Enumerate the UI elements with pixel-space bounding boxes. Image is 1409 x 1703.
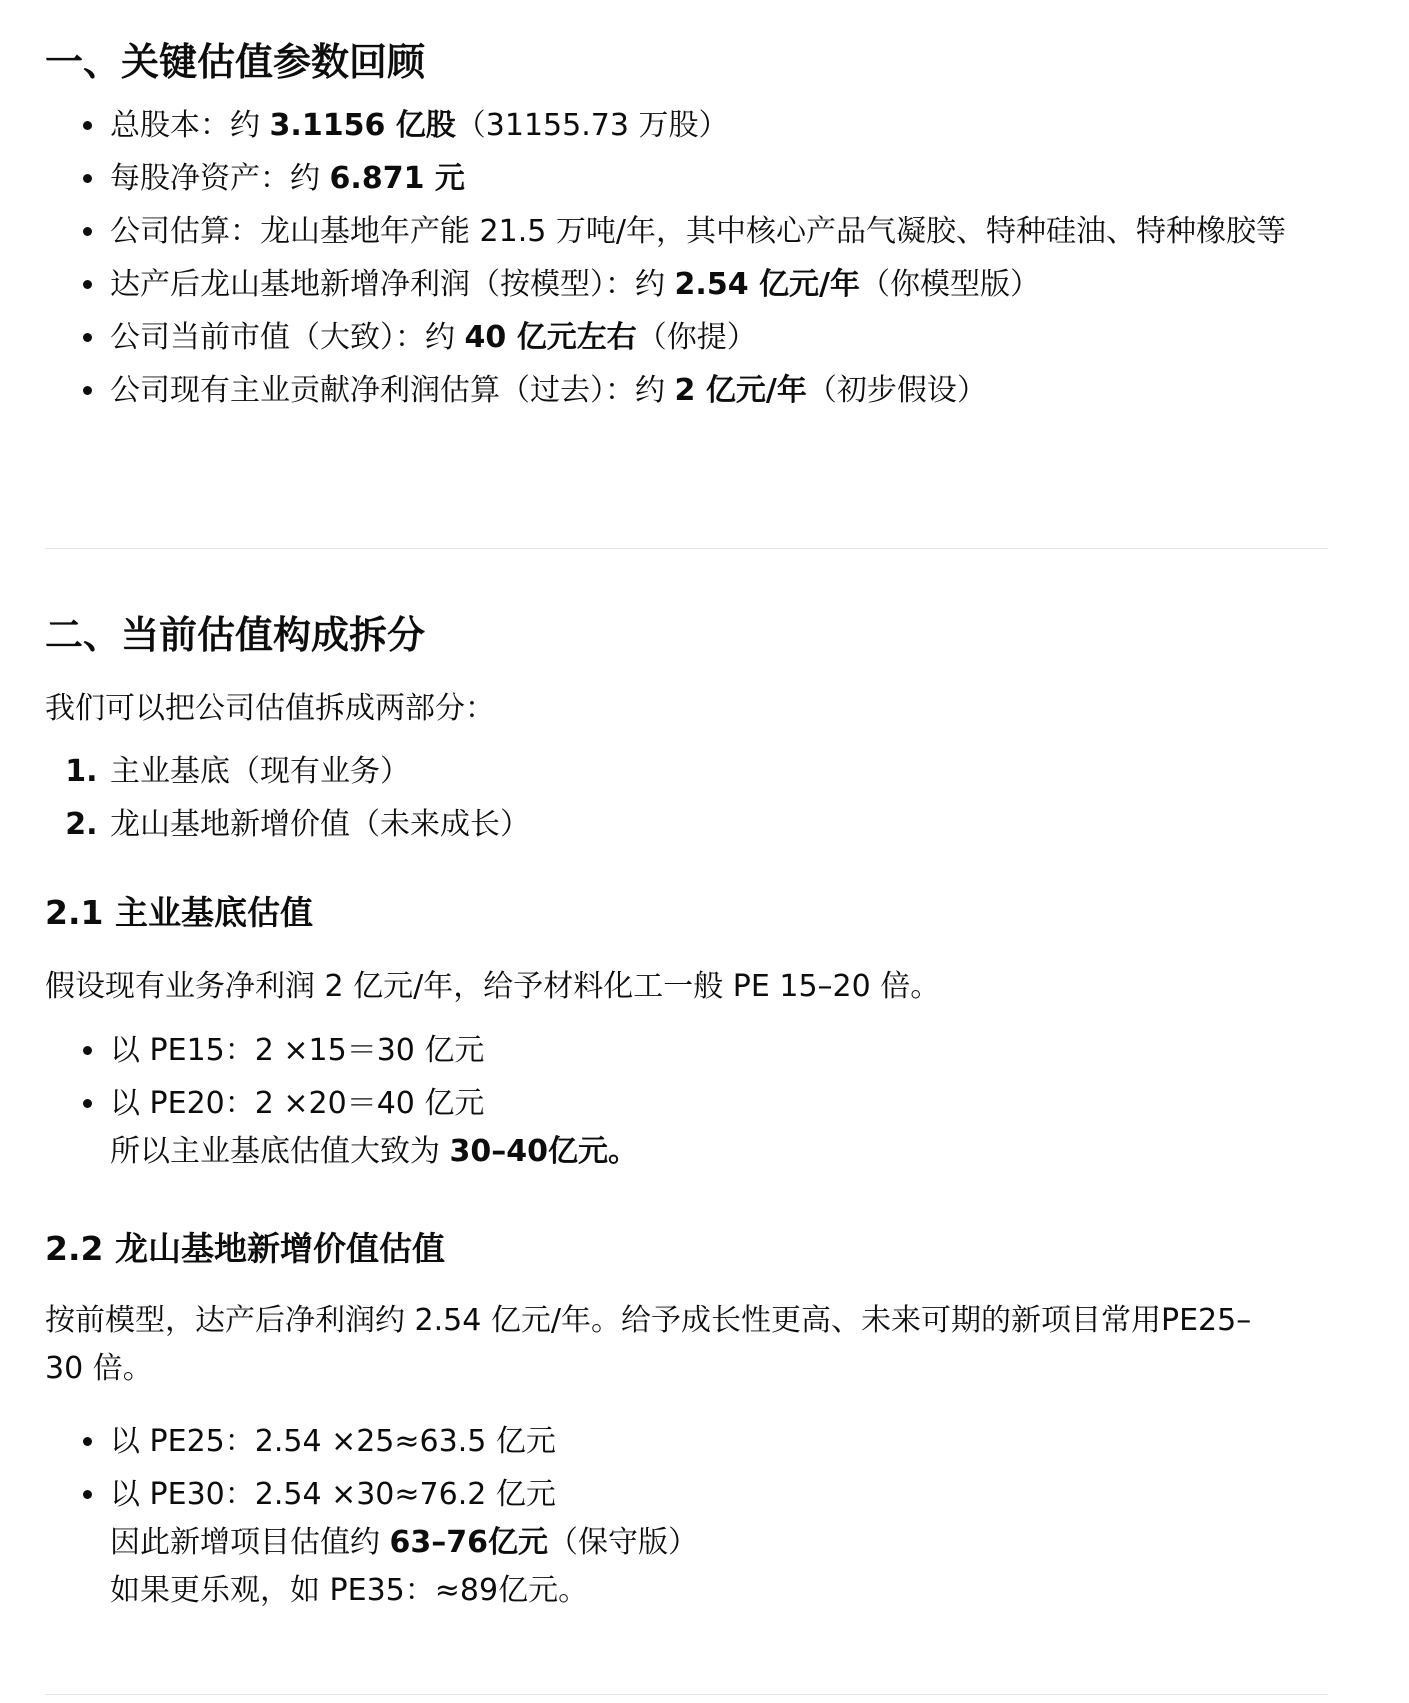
base-valuation-list	[45, 1027, 638, 1181]
list-item	[108, 1080, 638, 1176]
divider	[45, 548, 1328, 549]
list-item: • 总股本：约 3.1156 亿股（31155.73 万股）	[108, 102, 1388, 150]
section-2-2-text: 按前模型，达产后净利润约 2.54 亿元/年。给予成长性更高、未来可期的新项目常用PE25–30 倍。	[45, 1303, 1252, 1386]
list-item	[108, 1471, 698, 1615]
divider	[45, 1694, 1328, 1695]
section-2-1-title: 2.1 主业基底估值	[45, 893, 313, 932]
section-2-intro: 我们可以把公司估值拆成两部分：	[45, 691, 495, 726]
section-2-1-text: 假设现有业务净利润 2 亿元/年，给予材料化工一般 PE 15–20 倍。	[45, 969, 941, 1004]
base-valuation-conclusion: 所以主业基底估值大致为 30–40亿元。	[110, 1134, 639, 1169]
section-2-title: 二、当前估值构成拆分	[45, 613, 426, 657]
new-base-valuation-list	[45, 1418, 698, 1620]
list-item: • 以 PE15：2 ×15＝30 亿元	[108, 1027, 638, 1075]
list-item: • 每股净资产：约 6.871 元	[108, 155, 1388, 203]
optimistic-scenario: 如果更乐观，如 PE35：≈89亿元。	[110, 1573, 589, 1608]
new-valuation-conclusion: 因此新增项目估值约 63–76亿元（保守版）	[110, 1525, 699, 1560]
list-item: 2. 龙山基地新增价值（未来成长）	[108, 801, 530, 849]
list-item: • 公司当前市值（大致）：约 40 亿元左右（你提）	[108, 314, 1388, 362]
list-item: • 公司现有主业贡献净利润估算（过去）：约 2 亿元/年（初步假设）	[108, 367, 1388, 415]
list-item: • 以 PE25：2.54 ×25≈63.5 亿元	[108, 1418, 698, 1466]
list-item: 1. 主业基底（现有业务）	[108, 748, 530, 796]
valuation-parts-list	[45, 748, 530, 854]
list-item: • 公司估算：龙山基地年产能 21.5 万吨/年，其中核心产品气凝胶、特种硅油、特种橡胶等	[108, 208, 1388, 256]
list-item: • 达产后龙山基地新增净利润（按模型）：约 2.54 亿元/年（你模型版）	[108, 261, 1388, 309]
section-1-title: 一、关键估值参数回顾	[45, 40, 426, 84]
list-item-text: 以 PE20：2 ×20＝40 亿元	[110, 1086, 485, 1121]
list-item-text: 以 PE30：2.54 ×30≈76.2 亿元	[110, 1477, 556, 1512]
key-params-list	[45, 102, 1388, 420]
section-2-2-title: 2.2 龙山基地新增价值估值	[45, 1229, 445, 1268]
